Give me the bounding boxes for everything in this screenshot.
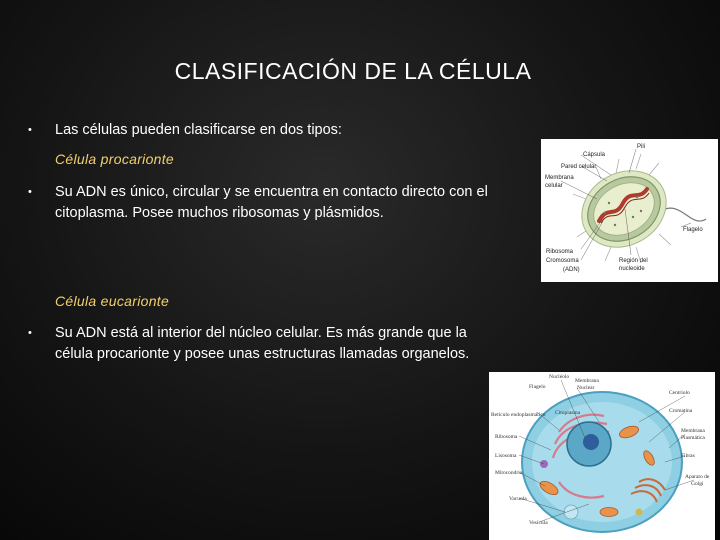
label-cromosoma-1: Cromosoma <box>546 258 579 264</box>
eukaryote-line-1: Su ADN está al interior del núcleo celular. Es más grande que la <box>55 325 467 341</box>
eukaryote-diagram <box>489 372 715 540</box>
label-reticulo: Retículo endoplasmático <box>491 412 546 418</box>
flagellum-shape <box>661 208 706 221</box>
prokaryote-diagram <box>541 139 718 282</box>
label-mitocondria: Mitocondria <box>495 470 523 476</box>
label-ribosoma: Ribosoma <box>495 434 518 440</box>
label-pared: Pared celular <box>561 164 597 170</box>
label-membrana-plasmatica-2: Plasmática <box>681 435 705 441</box>
label-vacuola: Vacuola <box>509 496 527 502</box>
label-pili: Pili <box>637 144 646 150</box>
intro-text: Las células pueden clasificarse en dos tipos: <box>55 122 342 138</box>
prokaryote-line-1: Su ADN es único, circular y se encuentra en contacto directo con el <box>55 184 488 200</box>
label-flagelo: Flagelo <box>683 227 703 233</box>
label-centriolo: Centriolo <box>669 390 690 396</box>
prokaryote-text <box>55 182 488 224</box>
label-ribosoma: Ribosoma <box>546 249 574 255</box>
label-citoplasma: Citoplasma <box>555 410 581 416</box>
label-golgi-1: Aparato de <box>685 474 710 480</box>
label-membrana-nuclear-1: Membrana <box>575 378 599 384</box>
label-membrana-plasmatica-1: Membrana <box>681 428 705 434</box>
label-membrana-2: celular <box>545 183 563 189</box>
label-vesicula: Vesícula <box>529 520 548 526</box>
label-lisosoma: Lisosoma <box>495 453 517 459</box>
vesicle-shape <box>636 509 643 516</box>
prokaryote-illustration <box>541 139 718 282</box>
eukaryote-illustration <box>489 372 715 540</box>
label-cromosoma-2: (ADN) <box>563 267 580 273</box>
label-cromatina: Cromatina <box>669 408 693 414</box>
label-region-1: Región del <box>619 258 648 264</box>
label-membrana-1: Membrana <box>545 175 574 181</box>
vacuole-shape <box>564 505 578 519</box>
nucleolus-shape <box>583 434 599 450</box>
label-fibras: Fibras <box>681 453 695 459</box>
prokaryote-line-2: citoplasma. Posee muchos ribosomas y plásmidos. <box>55 205 384 221</box>
bullet-dot: • <box>28 124 32 136</box>
subheading-prokaryote: Célula procarionte <box>55 151 175 167</box>
label-golgi-2: Golgi <box>691 481 704 487</box>
label-flagelo: Flagelo <box>529 384 546 390</box>
label-membrana-nuclear-2: Nuclear <box>577 385 595 391</box>
subheading-eukaryote: Célula eucarionte <box>55 293 170 309</box>
label-capsula: Cápsula <box>583 152 606 158</box>
slide-title: CLASIFICACIÓN DE LA CÉLULA <box>174 58 532 84</box>
bullet-dot: • <box>28 327 32 339</box>
eukaryote-line-2: célula procarionte y posee unas estructuras llamadas organelos. <box>55 346 470 362</box>
label-nucleolo: Nucléolo <box>549 374 570 380</box>
bullet-dot: • <box>28 186 32 198</box>
eukaryote-text <box>55 323 469 365</box>
label-region-2: nucleoide <box>619 266 645 272</box>
